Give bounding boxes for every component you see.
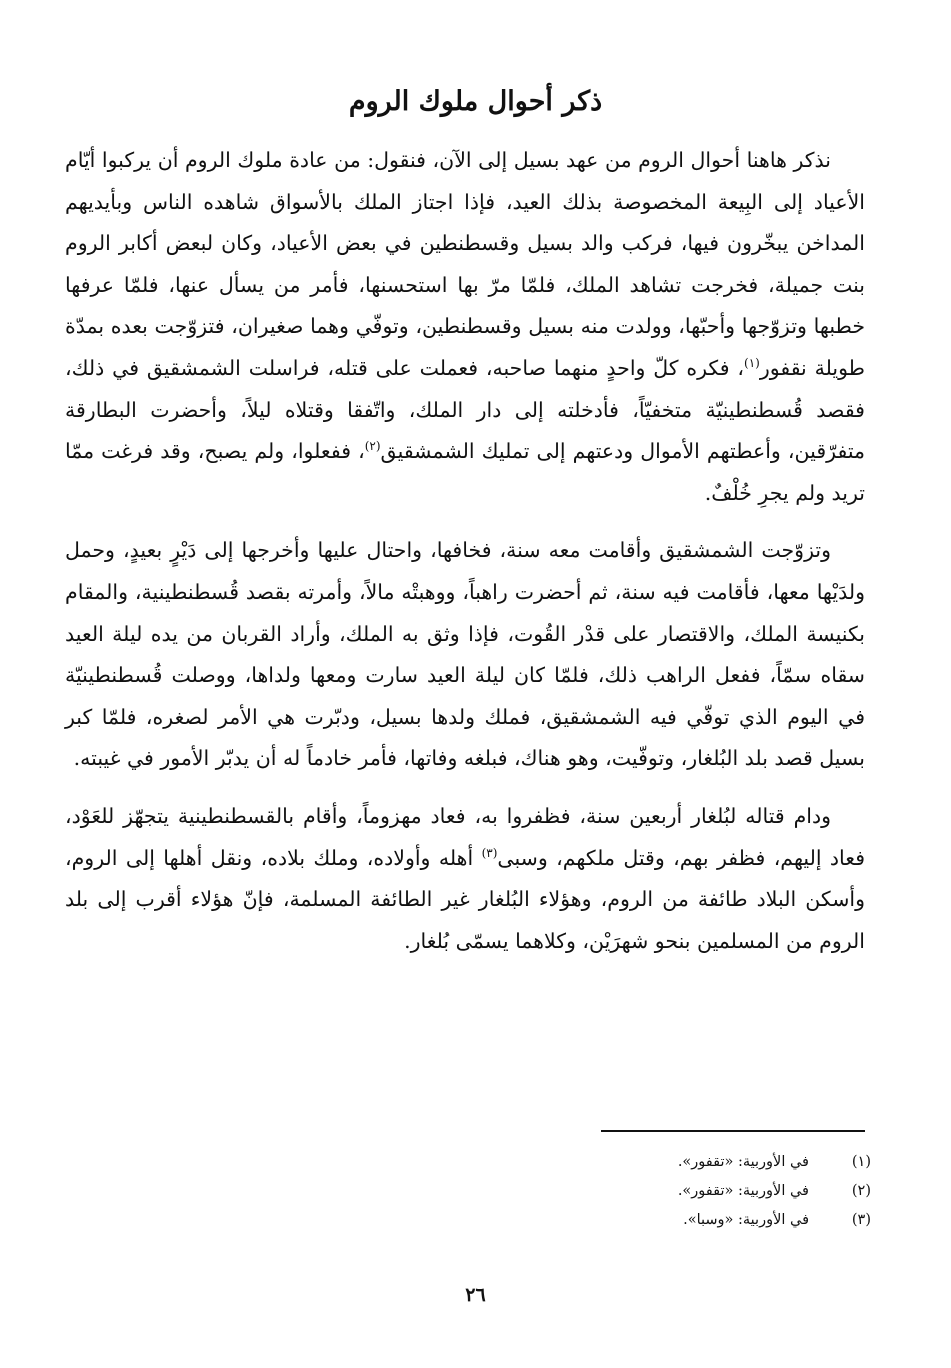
footnotes-list xyxy=(371,1148,871,1235)
paragraph-3 xyxy=(65,796,865,962)
footnote-text: في الأوربية: «تقفور». xyxy=(677,1154,809,1170)
footnote-number: (١) xyxy=(851,1154,871,1170)
paragraph-3-text-b: أهله وأولاده، وملك بلاده، ونقل أهلها إلى الروم، وأسكن البلاد طائفة من الروم، وهؤلاء البُلغار غير الطائفة المسلمة، فإنّ هؤلاء أقرب إلى بلد الروم من المسلمين بنحو شهرَيْن، وكلاهما يسمّى بُلغار. xyxy=(65,845,865,953)
paragraph-2-text: وتزوّجت الشمشقيق وأقامت معه سنة، فخافها، واحتال عليها وأخرجها إلى دَيْرٍ بعيدٍ، وحمل ولدَيْها معها، فأقامت فيه سنة، ثم أحضرت راهباً، ووهبتْه مالاً، وأمرته بقصد قُسطنطينية، والمقام بكنيسة الملك، والاقتصار على قدْر القُوت، فإذا وثق به الملك، وأراد القربان من يده ليلة العيد سقاه سمّاً، ففعل الراهب ذلك، فلمّا كان ليلة العيد سارت ومعها ولداها، ووصلت قُسطنطينيّة في اليوم الذي توفّي فيه الشمشقيق، فملك ولدها بسيل، ودبّرت هي الأمر لصغره، فلمّا كبر بسيل قصد بلد البُلغار، وتوفّيت، وهو هناك، فبلغه وفاتها، فأمر خادماً له أن يدبّر الأمور في غيبته. xyxy=(65,538,865,771)
footnote-ref-1: (١) xyxy=(744,356,760,371)
footnote-item xyxy=(371,1206,871,1235)
footnote-separator xyxy=(601,1130,865,1132)
main-text xyxy=(65,140,865,978)
footnote-text: في الأوربية: «تقفور». xyxy=(677,1183,809,1199)
footnote-number: (٢) xyxy=(851,1183,871,1199)
page-title: ذكر أحوال ملوك الروم xyxy=(348,86,603,117)
footnote-ref-2: (٢) xyxy=(364,439,381,454)
paragraph-1-text-b: ، فكره كلّ واحدٍ منهما صاحبه، فعملت على قتله، فراسلت الشمشقيق في ذلك، فقصد قُسطنطينيّة متخفيّاً، فأدخلته إلى دار الملك، واتّفقا وقتلاه ليلاً، وأحضرت البطارقة متفرّقين، وأعطتهم الأموال ودعتهم إلى تمليك الشمشقيق xyxy=(65,355,865,464)
footnote-item xyxy=(371,1177,871,1206)
footnote-number: (٣) xyxy=(851,1212,871,1228)
footnote-ref-3: (٣) xyxy=(481,845,498,860)
paragraph-1 xyxy=(65,140,865,514)
paragraph-1-text-c: ، ففعلوا، ولم يصبح، وقد فرغت ممّا تريد ولم يجرِ خُلْفٌ. xyxy=(65,439,865,505)
paragraph-2 xyxy=(65,530,865,780)
paragraph-1-text-a: نذكر هاهنا أحوال الروم من عهد بسيل إلى الآن، فنقول: من عادة ملوك الروم أن يركبوا أيّام الأعياد إلى البِيعة المخصوصة بذلك العيد، فإذا اجتاز الملك بالأسواق شاهده الناس وبأيديهم المداخن يبخّرون فيها، فركب والد بسيل وقسطنطين في بعض الأعياد، وكان لبعض أكابر الروم بنت جميلة، فخرجت تشاهد الملك، فلمّا مرّ بها استحسنها، فأمر من يسأل عنها، فلمّا عرفها خطبها وتزوّجها وأحبّها، وولدت منه بسيل وقسطنطين، وتوفّي وهما صغيران، فتزوّجت بعده بمدّة طويلة نقفور xyxy=(65,148,865,380)
footnote-text: في الأوربية: «وسبا». xyxy=(683,1212,809,1228)
footnote-item xyxy=(371,1148,871,1177)
paragraph-3-text-a: ودام قتاله لبُلغار أربعين سنة، فظفروا به، فعاد مهزوماً، وأقام بالقسطنطينية يتجهّز للعَوْد، فعاد إليهم، فظفر بهم، وقتل ملكهم، وسبى xyxy=(65,803,865,870)
page-number: ٢٦ xyxy=(465,1284,486,1306)
